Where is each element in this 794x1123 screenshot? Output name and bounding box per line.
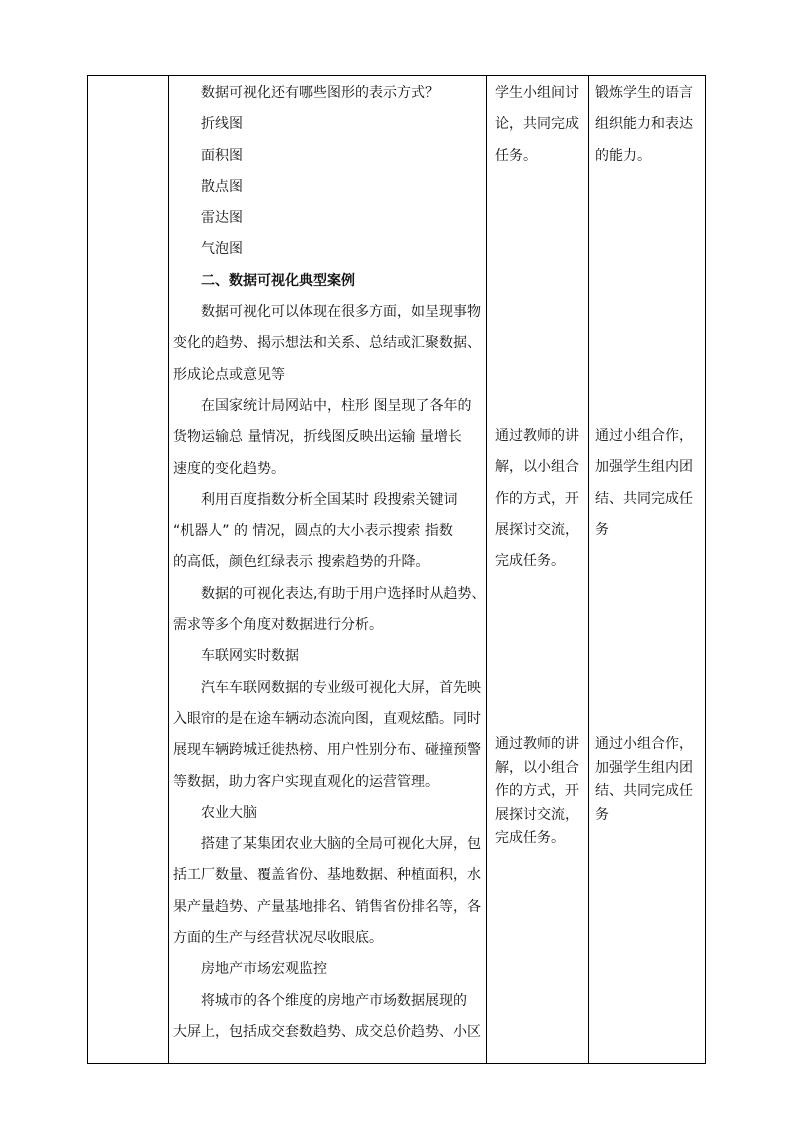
content-line: 需求等多个角度对数据进行分析。 xyxy=(173,617,383,634)
cell-text-line: 完成任务。 xyxy=(495,830,565,846)
student-activity-block-2 xyxy=(495,421,587,577)
student-activity-block-3 xyxy=(495,733,587,851)
design-intent-block-3 xyxy=(595,733,703,827)
content-line: 在国家统计局网站中，柱形 图呈现了各年的 xyxy=(201,397,472,414)
content-line: 变化的趋势、揭示想法和关系、总结或汇聚数据、 xyxy=(173,335,481,352)
content-line: “机器人” 的 情况，圆点的大小表示搜索 指数 xyxy=(173,523,453,540)
cell-text-line: 学生小组间讨 xyxy=(495,85,579,101)
student-activity-block-1 xyxy=(495,78,587,172)
content-line: 展现车辆跨城迁徙热榜、用户性别分布、碰撞预警 xyxy=(173,742,481,759)
cell-text-line: 解，以小组合 xyxy=(495,759,579,776)
column-divider xyxy=(486,76,487,1063)
section-heading: 二、数据可视化典型案例 xyxy=(201,272,355,289)
teaching-content-column xyxy=(173,78,485,1048)
content-line: 货物运输总 量情况，折线图反映出运输 量增长 xyxy=(173,429,462,446)
content-line: 折线图 xyxy=(201,116,243,133)
cell-text-line: 通过小组合作， xyxy=(595,736,693,752)
content-line: 气泡图 xyxy=(201,241,243,258)
cell-text-line: 完成任务。 xyxy=(495,553,565,570)
content-line: 等数据，助力客户实现直观化的运营管理。 xyxy=(173,773,439,790)
design-intent-block-2 xyxy=(595,421,703,546)
cell-text-line: 通过教师的讲 xyxy=(495,736,579,752)
cell-text-line: 解，以小组合 xyxy=(495,459,579,476)
cell-text-line: 论，共同完成 xyxy=(495,116,579,133)
content-line: 数据的可视化表达,有助于用户选择时从趋势、 xyxy=(201,585,485,602)
cell-text-line: 的能力。 xyxy=(595,147,651,164)
cell-text-line: 结、共同完成任 xyxy=(595,783,693,799)
content-line: 利用百度指数分析全国某时 段搜索关键词 xyxy=(201,491,458,508)
content-line: 数据可视化还有哪些图形的表示方式？ xyxy=(201,85,439,101)
cell-text-line: 加强学生组内团 xyxy=(595,759,693,776)
content-line: 大屏上，包括成交套数趋势、成交总价趋势、小区 xyxy=(173,1023,481,1040)
cell-text-line: 通过小组合作， xyxy=(595,428,693,444)
content-line: 形成论点或意见等 xyxy=(173,366,285,383)
cell-text-line: 作的方式，开 xyxy=(495,783,579,799)
content-line: 方面的生产与经营状况尽收眼底。 xyxy=(173,930,383,947)
cell-text-line: 通过教师的讲 xyxy=(495,428,579,444)
content-line: 搭建了某集团农业大脑的全局可视化大屏，包 xyxy=(201,836,481,853)
content-line: 速度的变化趋势。 xyxy=(173,460,285,477)
content-line: 雷达图 xyxy=(201,210,243,227)
content-line: 散点图 xyxy=(201,178,243,195)
content-line: 将城市的各个维度的房地产市场数据展现的 xyxy=(201,992,467,1009)
cell-text-line: 作的方式，开 xyxy=(495,490,579,507)
design-intent-block-1 xyxy=(595,78,703,172)
cell-text-line: 锻炼学生的语言 xyxy=(595,85,693,101)
cell-text-line: 组织能力和表达 xyxy=(595,116,693,133)
cell-text-line: 加强学生组内团 xyxy=(595,459,693,476)
content-line: 农业大脑 xyxy=(201,804,257,821)
column-divider xyxy=(168,76,169,1063)
content-line: 面积图 xyxy=(201,147,243,164)
cell-text-line: 展探讨交流， xyxy=(495,806,579,823)
content-line: 入眼帘的是在途车辆动态流向图，直观炫酷。同时 xyxy=(173,710,481,727)
content-line: 房地产市场宏观监控 xyxy=(201,961,327,978)
column-divider xyxy=(588,76,589,1063)
content-line: 果产量趋势、产量基地排名、销售省份排名等，各 xyxy=(173,898,481,915)
content-line: 数据可视化可以体现在很多方面，如呈现事物 xyxy=(201,304,481,321)
cell-text-line: 任务。 xyxy=(495,147,537,164)
content-line: 的高低，颜色红绿表示 搜索趋势的升降。 xyxy=(173,554,430,571)
content-line: 括工厂数量、覆盖省份、基地数据、种植面积，水 xyxy=(173,867,481,884)
cell-text-line: 务 xyxy=(595,521,609,538)
content-line: 汽车车联网数据的专业级可视化大屏，首先映 xyxy=(201,679,481,696)
cell-text-line: 展探讨交流， xyxy=(495,521,579,538)
content-line: 车联网实时数据 xyxy=(201,648,299,665)
cell-text-line: 务 xyxy=(595,806,609,823)
cell-text-line: 结、共同完成任 xyxy=(595,490,693,507)
